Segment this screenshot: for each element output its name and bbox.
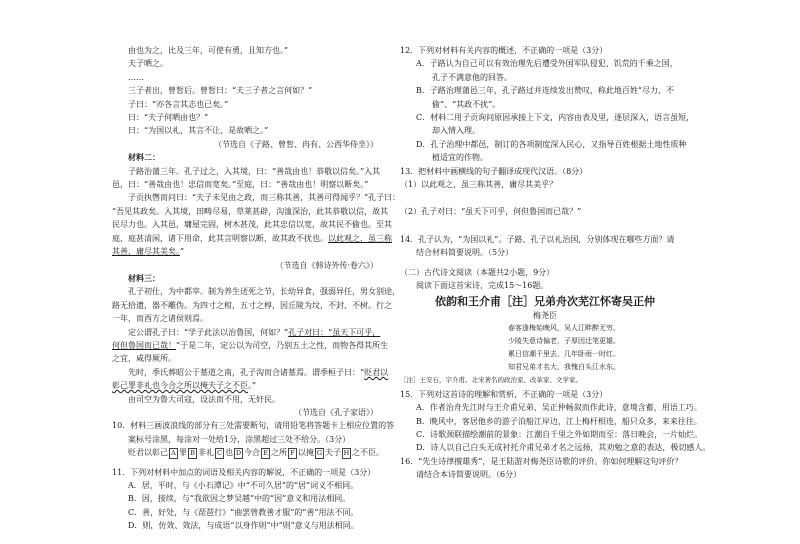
section-heading: （二）古代诗文阅读（本题共2小题，9分）	[400, 267, 555, 277]
material-two-heading: 材料二：	[128, 152, 160, 163]
question-11: 11．下列对材料中加点的词语及相关内容的解说，不正确的一项是（3分）	[112, 467, 376, 477]
answer-space	[400, 191, 690, 205]
option-a: A．居，平时，与《小石潭记》中“不可久居”的“居”词义不相同。	[128, 481, 359, 490]
break-option-box[interactable]: E	[261, 448, 270, 459]
question-10: 10．材料三画波浪线的部分有三处需要断句，请用铅笔将答题卡上相应位置的答	[112, 421, 395, 431]
left-column	[112, 44, 401, 533]
text-segment: 非	[198, 448, 206, 458]
text-line	[112, 366, 389, 379]
sentence-break-options	[112, 446, 384, 459]
text-segment: 定公谓孔子曰：“学子此法以治鲁国，何如？”	[128, 327, 289, 337]
option-c: C．材料二用子贡询问原因承接上下文，内容由表及里，逐层深入，语言虽短，	[416, 113, 695, 123]
question-13-part-1: （1）以此观之，虽三称其善，庸尽其美乎？	[400, 180, 558, 190]
poem-footnote: ［注］王安石，字介甫。北宋著名的政治家、改革家、文学家。	[400, 376, 582, 385]
text-segment: 贬君以彰己	[128, 448, 168, 458]
text-line: 曰：“为国以礼，其言不让，是故哂之。”	[128, 126, 269, 136]
source-note: （节选自《子路、曾皙、冉有、公西华侍坐》）	[214, 139, 378, 149]
text-segment: 今	[244, 448, 252, 458]
poem-line: 累日信潮千里去，几年卧雨一时红。	[508, 350, 620, 359]
poem-title: 依韵和王介甫［注］兄弟舟次芜江怀寄吴正仲	[435, 294, 655, 308]
text-segment: 。”	[248, 381, 257, 391]
text-line: 由也为之，比及三年，可使有勇，且知方也。”	[128, 46, 289, 55]
text-line: 孔子不满意他的回答。	[432, 72, 512, 82]
option-a: A．作者治舟先江时与王介甫兄弟、吴正仲畅叙而作此诗，意境含蓄，用语工巧。	[416, 403, 702, 413]
text-line: 曰：“夫子何哂由也？”	[128, 113, 209, 123]
source-note: （节选自《韩诗外传·卷六》）	[275, 260, 378, 270]
text-segment: 夫	[325, 448, 333, 458]
text-segment: 掩	[306, 448, 314, 458]
poem-line: 知君兄弟才名大，我愧白头江水东。	[508, 363, 620, 372]
text-line: 民尽力也。入其邑，墉屋完固，树木甚茂，此其忠信以宽，故其民不偷也。至其	[112, 220, 392, 230]
break-option-box[interactable]: H	[343, 448, 350, 457]
wavy-underlined-passage: 贬君以	[364, 367, 389, 377]
text-segment: 之	[271, 448, 279, 458]
text-line: 案标号涂黑，每涂对一处给1分，涂黑超过三处不给分。（3分）	[128, 434, 351, 444]
underlined-sentence: 孔子对曰：“虽天下可乎，	[288, 327, 381, 337]
text-line	[112, 245, 380, 258]
source-note: （节选自《孔子家语》）	[294, 407, 378, 417]
question-12: 12．下列对材料有关内容的概述，不正确的一项是（3分）	[400, 46, 608, 55]
option-c: C．善，好处，与《琵琶行》“曲罢曾教善才服”的“善”用法不同。	[128, 507, 359, 517]
answer-space	[400, 219, 690, 233]
text-segment: ”于是二年，定公以为司空，乃别五土之性，而物各得其所生	[176, 340, 389, 350]
option-d: D．则，仿效、效法，与成语“以身作则”中“则”意义与用法相同。	[128, 521, 359, 531]
text-line	[112, 379, 380, 392]
text-line: 偷”、“其政不扰”。	[432, 99, 501, 109]
text-line: 植适宜的作物。	[432, 153, 488, 163]
poem-line: 少陵失意诗偏老，子厚因迁笔更雄。	[508, 337, 620, 346]
text-line: 却入情入理。	[432, 126, 480, 136]
break-option-box[interactable]: G	[316, 448, 323, 457]
break-option-box[interactable]: C	[215, 448, 224, 459]
text-line: 三子者出，曾皙后。曾皙曰：“夫三子者之言何如？”	[128, 86, 313, 96]
poem-author: 梅尧臣	[533, 310, 557, 320]
text-segment: 所	[279, 448, 287, 458]
option-b: B．因，接续，与“我欲因之梦吴越”中的“因”意义和用法相同。	[128, 494, 351, 504]
text-segment: 之	[352, 448, 360, 458]
question-16: 16．“先生诗律擅雄秀”，是王陆游对梅尧臣诗歌的评价。你如何理解这句评价？	[400, 456, 683, 466]
question-13: 13．把材料中画横线的句子翻译成现代汉语。（8分）	[400, 166, 588, 176]
text-line: 邑，曰：“善哉由也！忠信而宽矣。”至庭，曰：“善哉由也！明察以断矣。”	[112, 180, 369, 190]
text-line: 请结合本诗简要说明。（6分）	[416, 470, 522, 480]
text-segment: ”	[180, 247, 185, 257]
question-15: 15．下列对这首诗的理解和赏析，不正确的一项是（3分）	[400, 389, 608, 399]
text-line: 路无拾遗，器不雕伪。为四寸之棺，五寸之椁，因丘陵为坟，不封、不树。行之	[112, 300, 392, 310]
option-d: D．诗人以自己白头无成衬托介甫兄弟才名之远扬，其劝勉之意的表达，极切感人。	[416, 443, 711, 453]
option-b: B．子路治理蒲邑三年，孔子路过并连续发出赞叹，称此地百姓“尽力、不	[416, 86, 674, 96]
text-line	[112, 232, 392, 245]
text-line: 之宜，咸得厥所。	[112, 354, 176, 364]
break-option-box[interactable]: B	[188, 448, 197, 459]
option-d: D．孔子治理中都邑，制订的各项制度深入民心，又指导百姓根据土地性质种	[416, 139, 687, 149]
text-line: 一年，而西方之诸侯则焉。	[112, 314, 208, 324]
break-option-box[interactable]: D	[235, 448, 242, 457]
poem-body	[400, 322, 690, 374]
break-option-box[interactable]: F	[288, 448, 297, 459]
option-b: B．晚风中，客居他乡的游子泊船江岸边，江上梅杆相连，船只众多，来来往往。	[416, 416, 702, 426]
text-line: 孔子初仕，为中都宰。制为养生送死之节，长幼异食，强弱异任，男女别途，	[128, 287, 400, 297]
text-line: 子贡执辔而问曰：“夫子未见由之政，而三称其善，其善可得闻乎？”孔子曰：	[128, 193, 401, 203]
text-line: 结合材料简要说明。（5分）	[416, 248, 514, 258]
text-segment: 子	[333, 448, 341, 458]
text-segment: 不	[360, 448, 368, 458]
text-segment: 以	[298, 448, 306, 458]
text-segment: 也	[225, 448, 233, 458]
section-instruction: 阅读下面这首宋诗，完成15～16题。	[416, 281, 549, 291]
question-14: 14．孔子认为，“为国以礼”。子路、孔子以礼治国，分别体现在哪些方面？请	[400, 234, 675, 244]
text-line: 由司空为鲁大司寇，设法而不用，无奸民。	[128, 394, 280, 404]
text-segment: 臣。	[368, 448, 384, 458]
underlined-sentence: 何但鲁国而已哉！	[112, 340, 176, 350]
poem-line: 春客逢梅始晚风，吴人江畔醉无穷。	[508, 324, 620, 333]
text-line: 子路治蒲三年。孔子过之，入其境，曰：“善哉由也！恭敬以信矣。”入其	[128, 166, 381, 176]
text-line: ……	[128, 72, 144, 82]
text-line	[112, 326, 380, 339]
break-option-box[interactable]: A	[169, 448, 178, 459]
text-segment: 礼	[206, 448, 214, 458]
text-segment: 先时，季氏葬昭公于墓道之南，孔子沟而合诸墓焉。谓季桓子曰：“	[128, 367, 365, 377]
question-13-part-2: （2）孔子对曰：“虽天下可乎，何但鲁国而已哉？”	[400, 207, 582, 217]
wavy-underlined-passage: 彰己罪非礼也今合之所以掩夫子之不臣	[112, 381, 248, 391]
text-segment: 罪	[179, 448, 187, 458]
underlined-sentence: 其善，庸尽其美矣。	[112, 247, 180, 257]
text-line: 夫子哂之。	[128, 59, 168, 69]
text-line: “吾见其政矣。入其境，田畴尽易，草莱甚辟，沟洫深治，此其恭敬以信，故其	[112, 206, 389, 216]
text-line	[112, 339, 389, 352]
text-segment: 庭，庭甚清闲，诸下用命，此其言明察以断，故其政不扰也。	[112, 233, 328, 243]
underlined-sentence: 以此观之，虽三称	[328, 233, 392, 243]
option-a: A．子路认为自己可以有效治理先后遭受外国军队侵犯、饥荒的千乘之国，	[416, 59, 678, 69]
option-c: C．诗歌颈联描绘潮前的景象：江潮自千里之外如期而至：落日晚会，一片灿烂。	[416, 429, 703, 439]
material-three-heading: 材料三：	[128, 272, 160, 283]
text-line: 子曰：“亦各言其志也已矣。”	[128, 99, 229, 109]
right-column	[400, 44, 711, 482]
text-segment: 合	[252, 448, 260, 458]
